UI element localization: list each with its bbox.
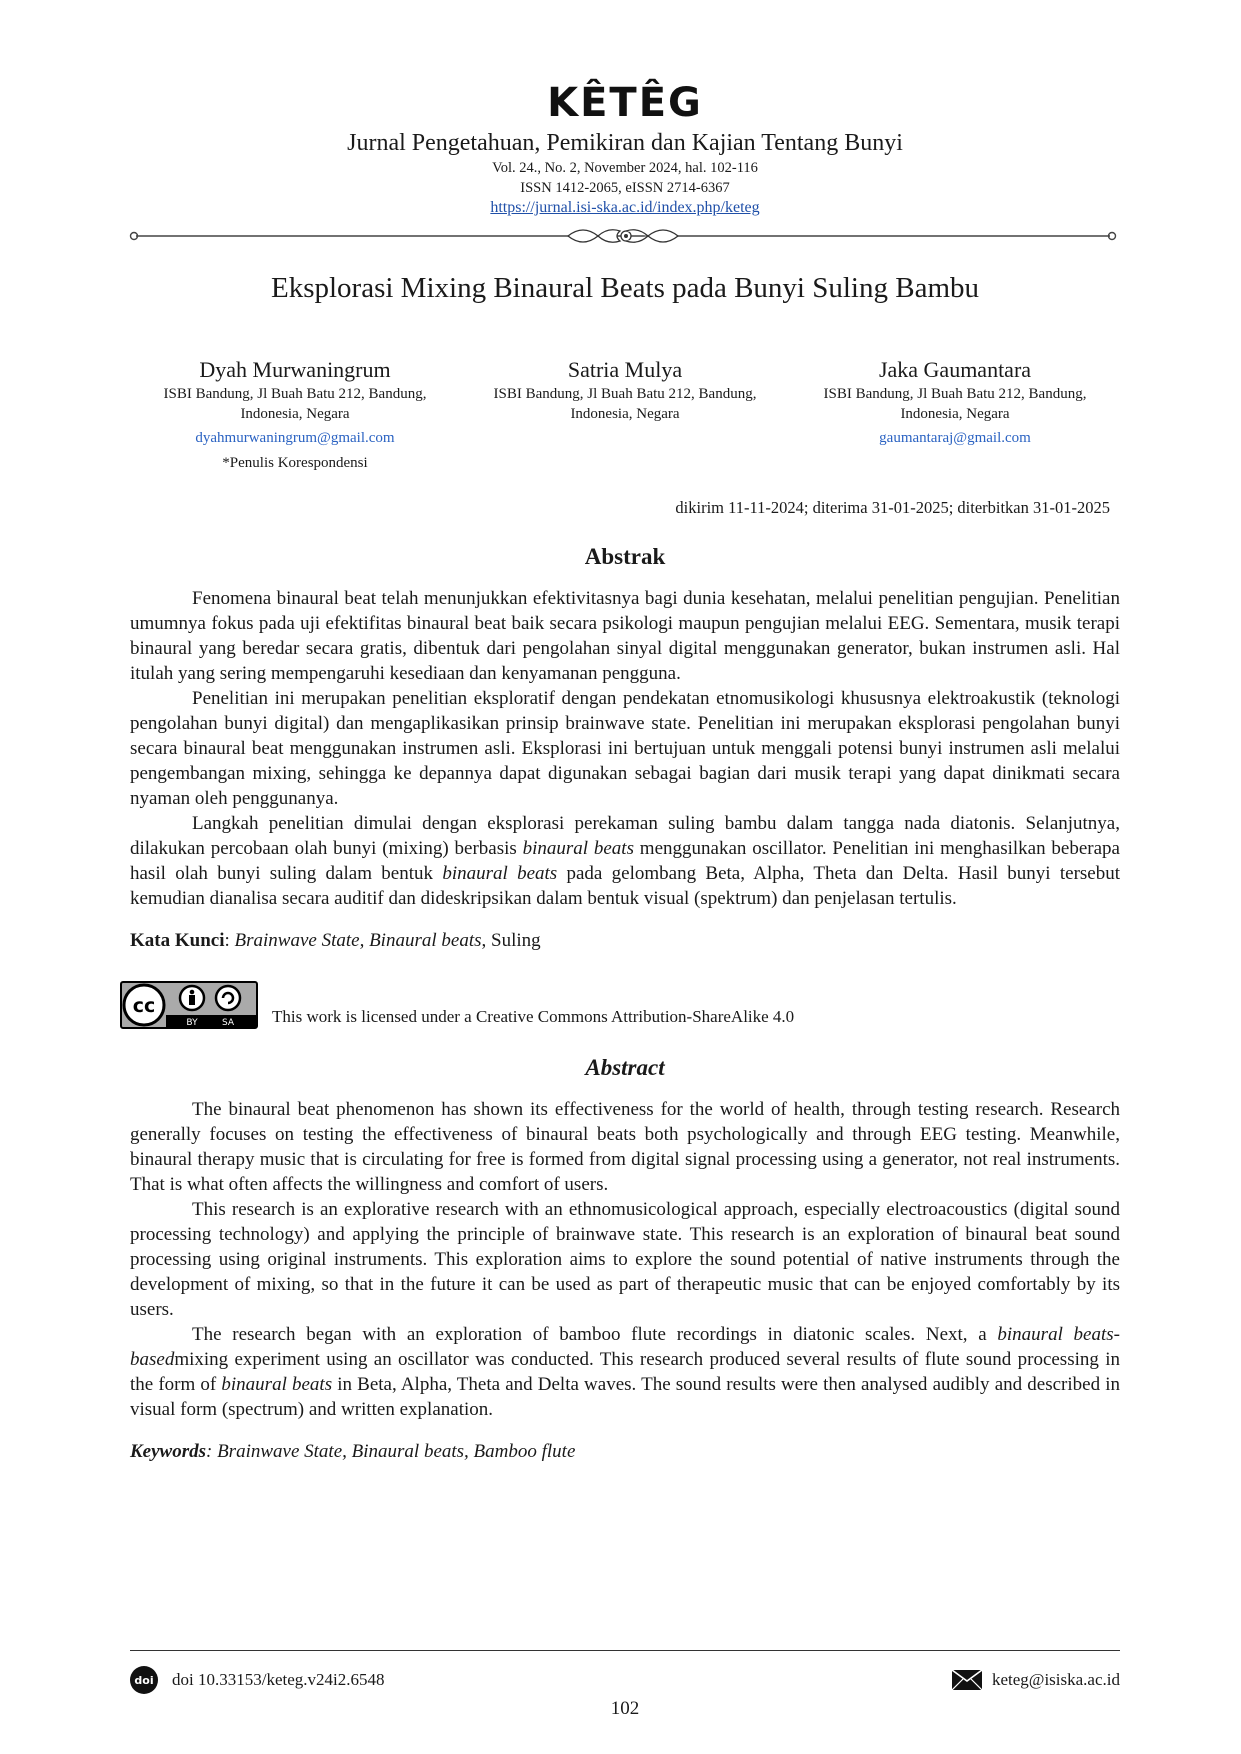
italic-term: binaural beats [522, 838, 634, 859]
footer-divider [130, 1650, 1120, 1651]
paper-page [130, 0, 1120, 1754]
journal-url-link[interactable]: https://jurnal.isi-ska.ac.id/index.php/keteg [490, 199, 760, 216]
svg-text:cc: cc [132, 995, 156, 1017]
doi-link[interactable]: doi 10.33153/keteg.v24i2.6548 [172, 1670, 385, 1689]
page-number: 102 [610, 1698, 640, 1719]
author-name: Satria Mulya [567, 357, 683, 382]
mail-icon [952, 1670, 982, 1690]
text-run: Langkah penelitian dimulai dengan eksplorasi perekaman suling bambu dalam tangga nada diatonis. Selanjutnya, dilakukan percobaan olah bunyi (mixing) berbasis [130, 813, 1120, 859]
keywords-label: Keywords [130, 1441, 206, 1462]
author-affiliation: ISBI Bandung, Jl Buah Batu 212, Bandung, [823, 386, 1087, 402]
volume-info: Vol. 24., No. 2, November 2024, hal. 102-116 [492, 160, 758, 176]
abstrak-paragraph: Fenomena binaural beat telah menunjukkan efektivitasnya bagi dunia kesehatan, melalui penelitian pengujian. Penelitian umumnya fokus pada uji efektifitas binaural beat baik secara psikologi maupun pengujian melalui EEG. Sementara, musik terapi binaural yang beredar secara gratis, dibentuk dari pengolahan sinyal digital menggunakan generator, bukan instrumen asli. Hal itulah yang sering mempengaruhi kesediaan dan kenyamanan pengguna. [130, 588, 1120, 684]
kata-kunci-plain: , Suling [481, 930, 541, 951]
author-affiliation: ISBI Bandung, Jl Buah Batu 212, Bandung, [163, 386, 427, 402]
author-affiliation: ISBI Bandung, Jl Buah Batu 212, Bandung, [493, 386, 757, 402]
text-run: pada gelombang Beta, Alpha, Theta dan Delta. Hasil bunyi tersebut kemudian dianalisa secara auditif dan dideskripsikan dalam bentuk visual (spektrum) dan penjelasan tertulis. [130, 863, 1121, 909]
italic-term: binaural beats [221, 1374, 333, 1395]
abstract-body [130, 1097, 1120, 1422]
author-block [130, 356, 460, 473]
abstract-paragraph: The binaural beat phenomenon has shown its effectiveness for the world of health, through testing research. Research generally focuses on testing the effectiveness of binaural beats both psychologically and through EEG testing. Meanwhile, binaural therapy music that is circulating for free is formed from digital signal processing using a generator, not real instruments. That is what often affects the willingness and comfort of users. [130, 1099, 1120, 1195]
author-affiliation-country: Indonesia, Negara [900, 406, 1010, 422]
journal-logo: KÊTÊG [547, 80, 703, 126]
kata-kunci: Kata Kunci: Brainwave State, Binaural beats, Suling [130, 930, 541, 951]
text-run: The research began with an exploration of bamboo flute recordings in diatonic scales. Next, a [192, 1324, 998, 1345]
italic-term: binaural beats-based [130, 1324, 1120, 1370]
abstrak-paragraph [130, 811, 1120, 911]
abstract-heading: Abstract [585, 1055, 665, 1080]
abstrak-paragraph: Penelitian ini merupakan penelitian eksploratif dengan pendekatan etnomusikologi khususnya elektroakustik (teknologi pengolahan bunyi digital) dan mengaplikasikan prinsip brainwave state. Penelitian ini merupakan eksplorasi pengolahan bunyi secara binaural beat menggunakan instrumen asli. Eksplorasi ini bertujuan untuk menggali potensi bunyi instrumen asli melalui pengembangan mixing, sehingga ke depannya dapat digunakan sebagai bagian dari musik terapi yang dapat dinikmati secara nyaman oleh penggunanya. [130, 688, 1120, 809]
author-affiliation-country: Indonesia, Negara [570, 406, 680, 422]
badge-by-label: BY [186, 1018, 198, 1028]
masthead [130, 82, 1120, 218]
kata-kunci-label: Kata Kunci [130, 930, 225, 951]
page-footer [130, 1666, 1120, 1694]
author-block [460, 356, 790, 473]
author-name: Jaka Gaumantara [878, 357, 1032, 382]
abstract-paragraph: This research is an explorative research with an ethnomusicological approach, especially electroacoustics (digital sound processing technology) and applying the principle of brainwave state. This research is an exploration of binaural beat sound processing using original instruments. This exploration aims to explore the sound potential of native instruments through the development of mixing, so that in the future it can be used as part of therapeutic music that can be enjoyed comfortably by its users. [130, 1199, 1120, 1320]
text-run: in Beta, Alpha, Theta and Delta waves. The sound results were then analysed audibly and described in visual form (spectrum) and written explanation. [130, 1374, 1120, 1420]
abstract-paragraph [130, 1322, 1120, 1422]
doi-block [130, 1666, 384, 1694]
cc-by-sa-badge-icon[interactable] [120, 981, 258, 1029]
corresponding-author-note: *Penulis Korespondensi [222, 455, 368, 471]
author-list [130, 356, 1120, 473]
keywords [130, 1439, 1120, 1464]
author-email-link[interactable]: dyahmurwaningrum@gmail.com [195, 430, 395, 446]
badge-sa-label: SA [221, 1018, 235, 1028]
doi-icon: doi [130, 1666, 158, 1694]
text-run: mixing experiment using an oscillator was conducted. This research produced several results of flute sound processing in the form of [130, 1349, 1120, 1395]
italic-term: binaural beats [442, 863, 558, 884]
license-text: This work is licensed under a Creative Commons Attribution-ShareAlike 4.0 [272, 1007, 795, 1026]
author-email-link[interactable]: gaumantaraj@gmail.com [879, 430, 1031, 446]
author-name: Dyah Murwaningrum [199, 357, 391, 382]
paper-title: Eksplorasi Mixing Binaural Beats pada Bunyi Suling Bambu [270, 272, 980, 304]
contact-block [952, 1670, 1120, 1690]
kata-kunci-italic: Brainwave State, Binaural beats [234, 930, 482, 951]
divider-ornament-icon [128, 224, 1120, 248]
license-row [130, 979, 1120, 1029]
author-affiliation-country: Indonesia, Negara [240, 406, 350, 422]
issn-info: ISSN 1412-2065, eISSN 2714-6367 [520, 180, 730, 196]
abstrak-body [130, 586, 1120, 911]
journal-name: Jurnal Pengetahuan, Pemikiran dan Kajian Tentang Bunyi [347, 130, 903, 156]
submission-dates: dikirim 11-11-2024; diterima 31-01-2025; diterbitkan 31-01-2025 [675, 498, 1110, 517]
abstrak-heading: Abstrak [584, 544, 666, 569]
text-run: menggunakan oscillator. Penelitian ini menghasilkan beberapa hasil olah bunyi suling dalam bentuk [130, 838, 1120, 884]
keywords-list: : Brainwave State, Binaural beats, Bamboo flute [206, 1441, 576, 1462]
journal-email-link[interactable]: keteg@isiska.ac.id [991, 1670, 1120, 1689]
author-block [790, 356, 1120, 473]
